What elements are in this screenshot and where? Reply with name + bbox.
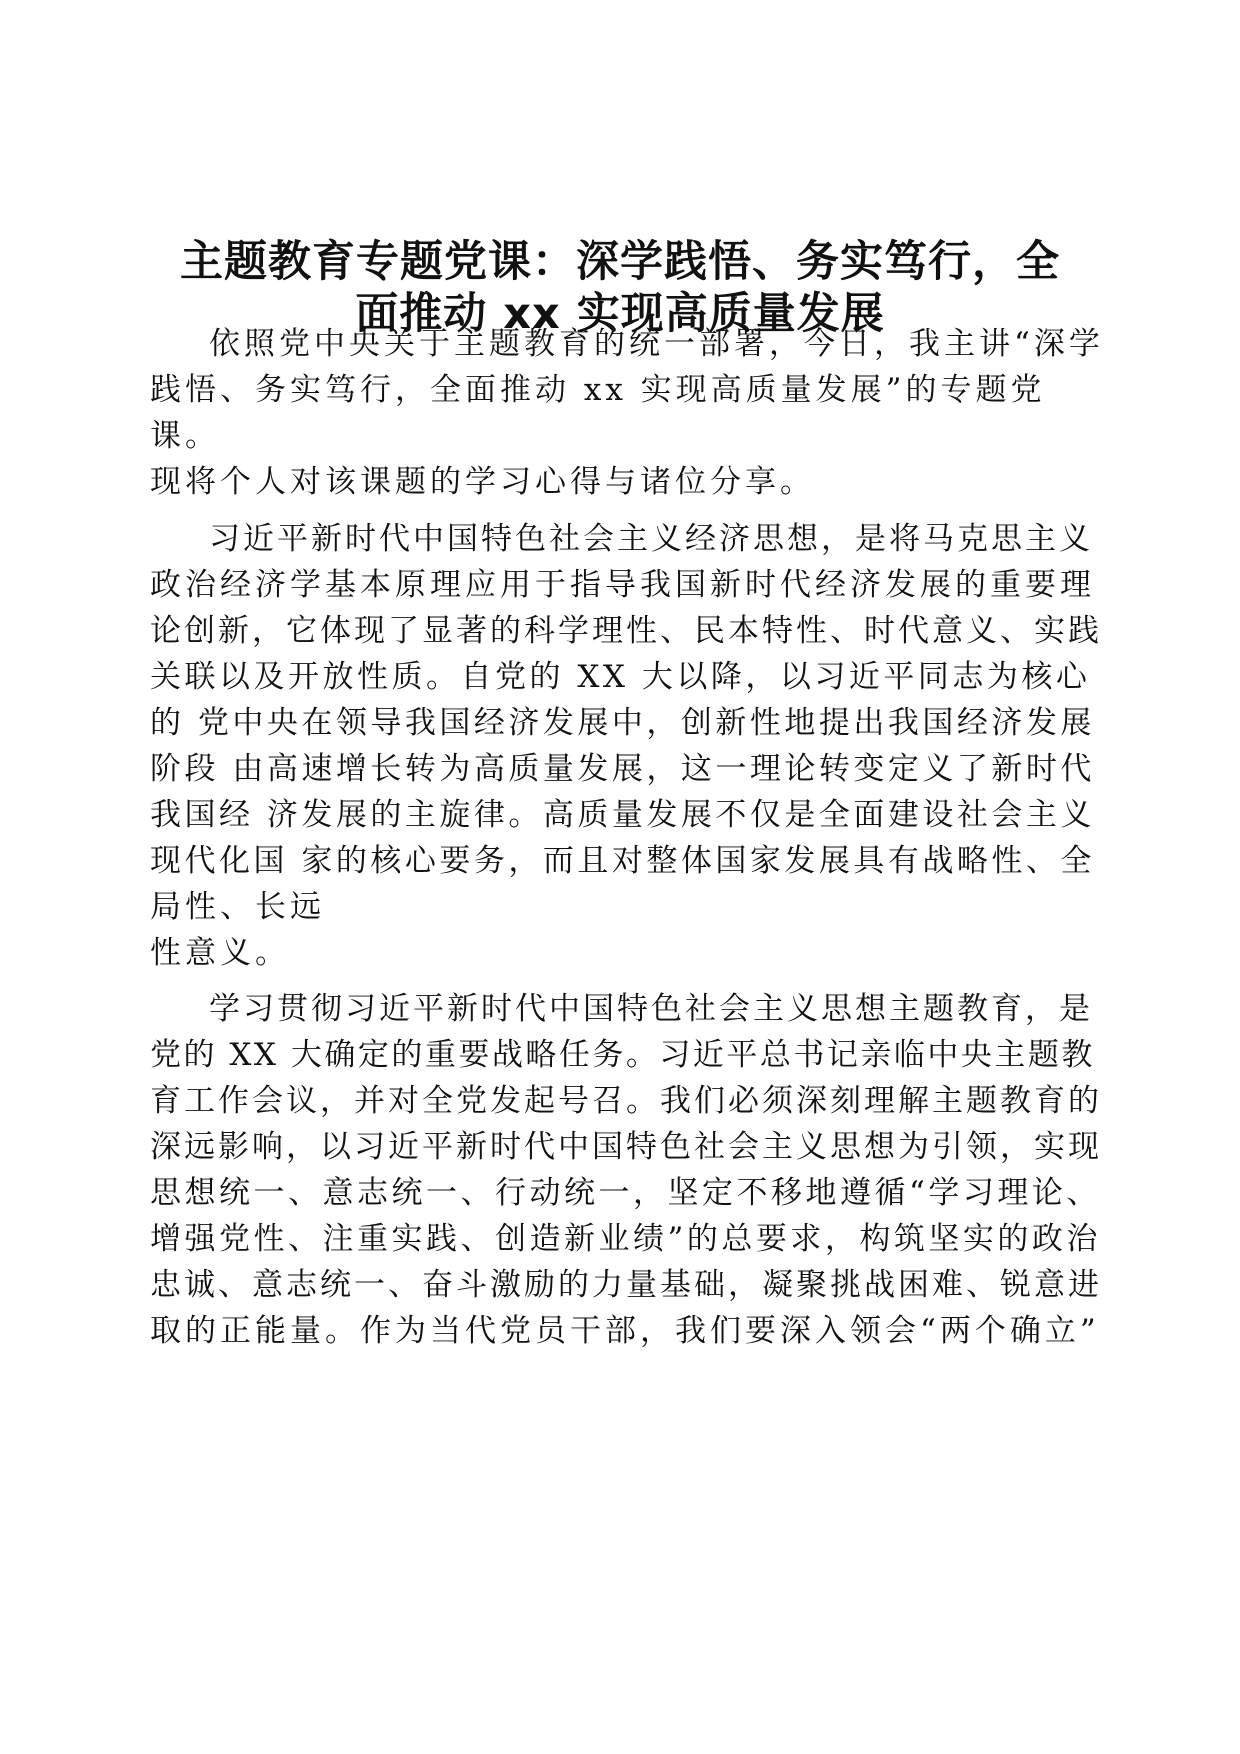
body-line: 局性、长远 [150,889,325,925]
body-line: 学习贯彻习近平新时代中国特色社会主义思想主题教育，是 [209,991,1093,1027]
body-line: 取的正能量。作为当代党员干部，我们要深入领会“两个确立” [150,1313,1100,1349]
body-line: 阶段 由高速增长转为高质量发展，这一理论转变定义了新时代 [150,751,1095,787]
body-line: 思想统一、意志统一、行动统一，坚定不移地遵循“学习理论、 [150,1175,1101,1211]
body-line: 课。 [150,418,220,454]
body-line: 性意义。 [150,935,290,971]
body-line: 的 党中央在领导我国经济发展中，创新性地提出我国经济发展 [150,705,1095,741]
body-line: 论创新，它体现了显著的科学理性、民本特性、时代意义、实践 [150,613,1102,649]
body-line: 我国经 济发展的主旋律。高质量发展不仅是全面建设社会主义 [150,797,1095,833]
body-line: 现将个人对该课题的学习心得与诸位分享。 [150,464,815,500]
body-line: 育工作会议，并对全党发起号召。我们必须深刻理解主题教育的 [150,1083,1102,1119]
body-line: 党的 XX 大确定的重要战略任务。习近平总书记亲临中央主题教 [150,1037,1095,1073]
body-line: 践悟、务实笃行，全面推动 xx 实现高质量发展”的专题党 [150,372,1046,408]
document-title-line-2: 面推动 xx 实现高质量发展 [355,289,885,339]
document-title-line-1: 主题教育专题党课：深学践悟、务实笃行，全 [180,237,1060,287]
body-line: 增强党性、注重实践、创造新业绩”的总要求，构筑坚实的政治 [150,1221,1101,1257]
body-line: 深远影响，以习近平新时代中国特色社会主义思想为引领，实现 [150,1129,1102,1165]
body-line: 关联以及开放性质。自党的 XX 大以降，以习近平同志为核心 [150,659,1091,695]
body-line: 现代化国 家的核心要务，而且对整体国家发展具有战略性、全 [150,843,1095,879]
body-line: 忠诚、意志统一、奋斗激励的力量基础，凝聚挑战困难、锐意进 [150,1267,1102,1303]
body-line: 政治经济学基本原理应用于指导我国新时代经济发展的重要理 [150,567,1095,603]
body-line: 习近平新时代中国特色社会主义经济思想，是将马克思主义 [209,521,1093,557]
body-line: 依照党中央关于主题教育的统一部署，今日，我主讲“深学 [209,326,1104,362]
